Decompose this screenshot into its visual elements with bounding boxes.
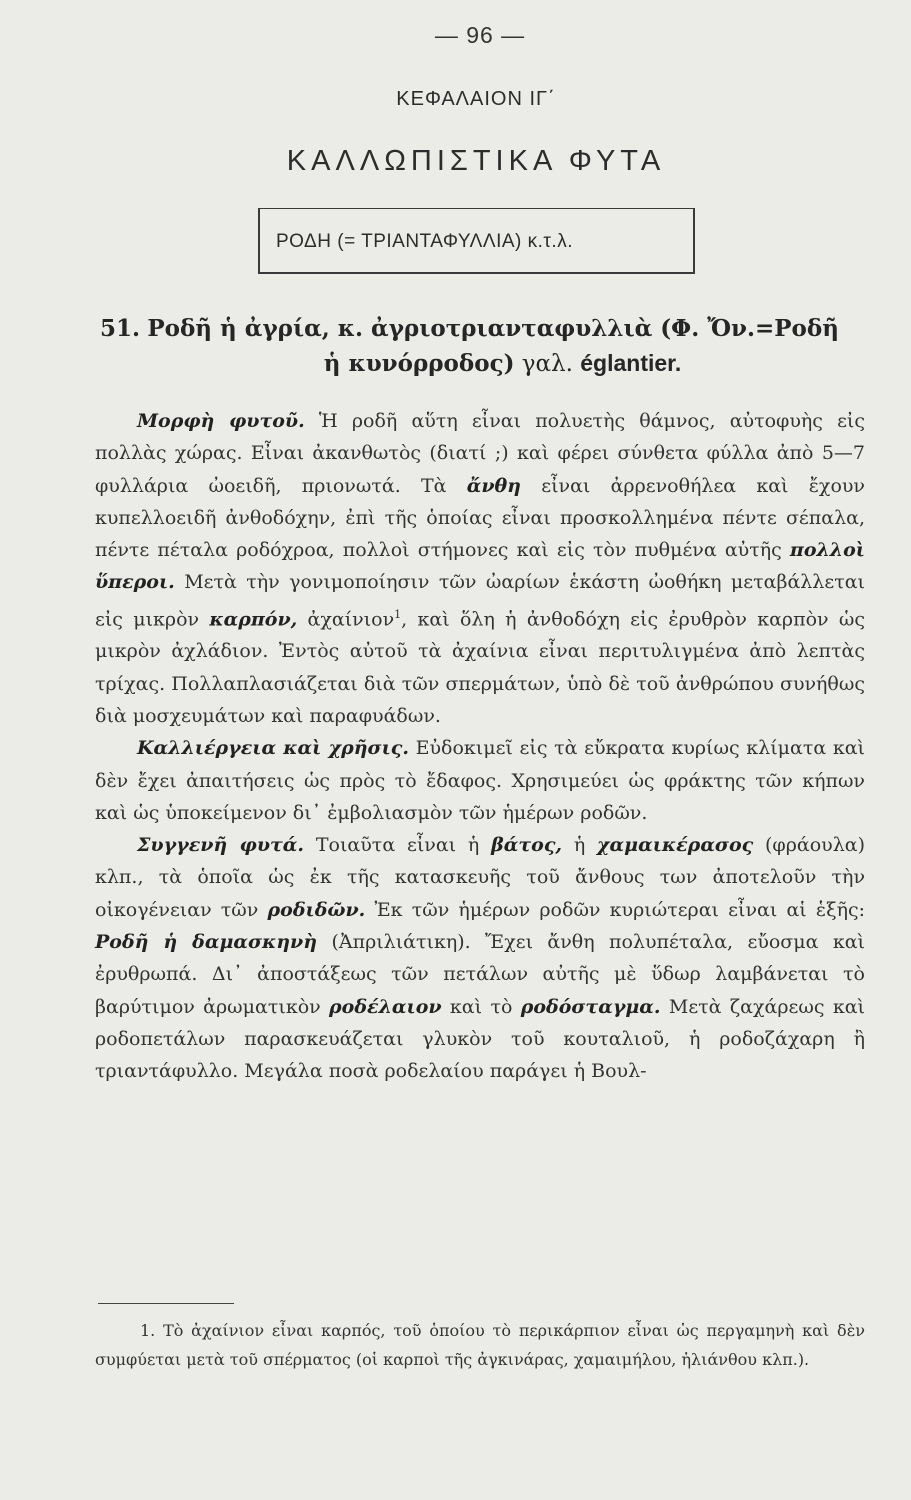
entry-line-2-name: ἡ κυνόρροδος) [323, 350, 515, 377]
footnote-text: 1. Τὸ ἀχαίνιον εἶναι καρπός, τοῦ ὁποίου τὸ περικάρπιον εἶναι ὡς περγαμηνὴ καὶ δὲν συμφύεται μετὰ τοῦ σπέρματος (οἱ καρποὶ τῆς ἀγκινάρας, χαμαιμήλου, ἡλιάνθου κλπ.). [95, 1321, 865, 1369]
section-box [258, 208, 695, 274]
text-run: (Ἀπριλιάτικη). Ἔχει ἄνθη πολυπέταλα, εὔοσμα καὶ ἐρυθρωπά. Δι᾿ ἀποστάξεως τῶν πετάλων αὐτῆς μὲ ὕδωρ λαμβάνεται τὸ βαρύτιμον ἀρωματικὸν [95, 931, 865, 1018]
body-text [95, 405, 865, 1088]
paragraph-heading: Μορφὴ φυτοῦ. [137, 410, 305, 432]
emphasis: ροδιδῶν. [267, 898, 366, 921]
chapter-label: ΚΕΦΑΛΑΙΟΝ ΙΓ΄ [396, 88, 556, 110]
entry-line-2-french: églantier. [580, 350, 682, 376]
paragraph-heading: Καλλιέργεια καὶ χρῆσις. [137, 737, 409, 760]
emphasis: ροδόσταγμα. [520, 995, 661, 1018]
text-run: Μετὰ ζαχάρεως καὶ ροδοπετάλων παρασκευάζεται γλυκὸν τοῦ κουταλιοῦ, ἡ ροδοζάχαρη ἢ τριαντάφυλλο. Μεγάλα ποσὰ ροδελαίου παράγει ἡ Βουλ- [95, 995, 865, 1083]
text-run: εἶναι ἀρρενοθήλεα καὶ ἔχουν κυπελλοειδῆ ἀνθοδόχην, ἐπὶ τῆς ὁποίας εἶναι προσκολλημένα πέντε σέπαλα, πέντε πέταλα ροδόχροα, πολλοὶ στήμονες καὶ εἰς τὸν πυθμένα αὐτῆς [95, 474, 865, 562]
section-box-text: ΡΟΔΗ (= ΤΡΙΑΝΤΑΦΥΛΛΙΑ) κ.τ.λ. [276, 231, 573, 252]
emphasis: πολλοὶ ὕπεροι. [95, 539, 865, 594]
page-number: — 96 — [434, 22, 526, 48]
text-run: , καὶ ὅλη ἡ ἀνθοδόχη εἰς ἐρυθρὸν καρπὸν ὡς μικρὸν ἀχλάδιον. Ἐντὸς αὐτοῦ τὰ ἀχαίνια εἶναι περιτυλιγμένα ἀπὸ λεπτὰς τρίχας. Πολλαπλασιάζεται διὰ τῶν σπερμάτων, ὑπὸ δὲ τοῦ ἀνθρώπου συνήθως διὰ μοσχευμάτων καὶ παραφυάδων. [95, 608, 865, 727]
text-run: καὶ τὸ [441, 995, 521, 1018]
paragraph-related [95, 829, 865, 1087]
emphasis: ἄνθη [466, 474, 521, 497]
paragraph-cultivation [95, 732, 865, 829]
emphasis: βάτος, [491, 834, 563, 857]
text-run: Τοιαῦτα εἶναι ἡ [304, 834, 492, 857]
text-run: ἀχαίνιον [297, 608, 395, 631]
entry-heading [100, 312, 895, 381]
text-run: Μετὰ τὴν γονιμοποίησιν τῶν ὠαρίων ἑκάστη ὠοθήκη μεταβάλλεται εἰς μικρὸν [95, 571, 865, 631]
emphasis: χαμαικέρασος [597, 834, 754, 857]
footnote [95, 1316, 865, 1374]
text-run: Ἡ ροδῆ αὕτη εἶναι πολυετὴς θάμνος, αὐτοφυὴς εἰς πολλὰς χώρας. Εἶναι ἀκανθωτὸς (διατί ;) καὶ φέρει σύνθετα φύλλα ἀπὸ 5—7 φυλλάρια ὠοειδῆ, πριονωτά. Τὰ [95, 410, 866, 497]
emphasis: καρπόν, [209, 608, 298, 631]
paragraph-morphology [95, 405, 865, 732]
paragraph-heading: Συγγενῆ φυτά. [137, 834, 305, 857]
footnote-ref: 1 [394, 607, 402, 621]
emphasis: Ροδῆ ἡ δαμασκηνὴ [95, 931, 318, 954]
emphasis: ροδέλαιον [329, 995, 442, 1018]
entry-line-1: Ροδῆ ἡ ἀγρία, κ. ἀγριοτριανταφυλλιὰ (Φ. Ὄν.=Ροδῆ [147, 315, 839, 342]
text-run: Ἐκ τῶν ἡμέρων ροδῶν κυριώτεραι εἶναι αἱ ἑξῆς: [365, 898, 865, 921]
entry-number: 51. [100, 315, 141, 342]
chapter-title: ΚΑΛΛΩΠΙΣΤΙΚΑ ΦΥΤΑ [286, 145, 666, 177]
text-run: ἡ [562, 834, 598, 857]
text-run: Εὐδοκιμεῖ εἰς τὰ εὔκρατα κυρίως κλίματα καὶ δὲν ἔχει ἀπαιτήσεις ὡς πρὸς τὸ ἔδαφος. Χρησιμεύει ὡς φράκτης τῶν κήπων καὶ ὡς ὑποκείμενον δι᾿ ἐμβολιασμὸν τῶν ἡμέρων ροδῶν. [95, 737, 866, 824]
footnote-divider [98, 1303, 234, 1304]
text-run: (φράουλα) κλπ., τὰ ὁποῖα ὡς ἐκ τῆς κατασκευῆς τοῦ ἄνθους των ἀποτελοῦν τὴν οἰκογένειαν τῶν [95, 834, 865, 921]
entry-line-2-lang: γαλ. [521, 351, 573, 377]
entry-line-2 [100, 346, 895, 381]
